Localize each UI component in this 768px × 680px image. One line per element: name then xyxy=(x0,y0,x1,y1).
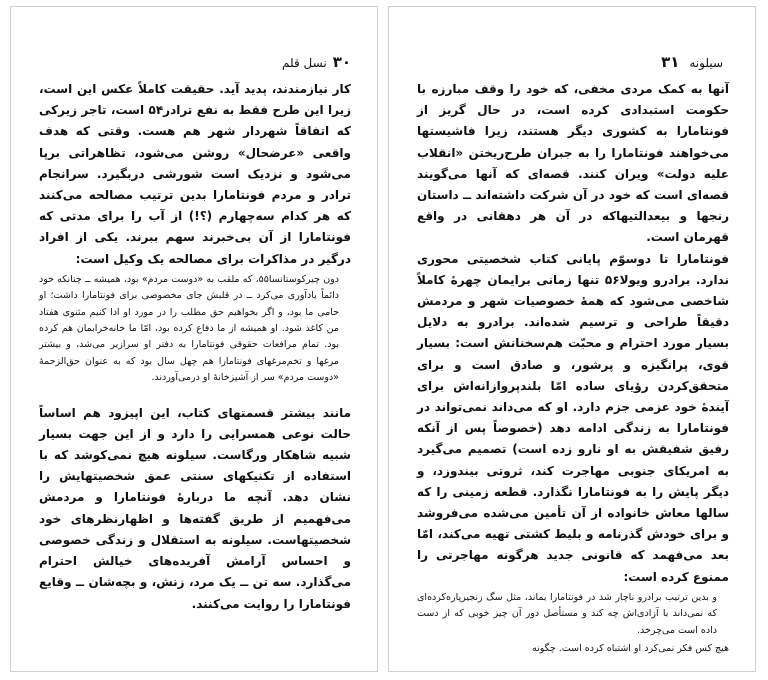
running-title: سیلونه xyxy=(689,56,723,70)
paragraph: آنها به کمک مردی مخفی، که خود را وقف مبارزه با حکومت استبدادی کرده است، در حال گریز از فونتامارا به کشوری دیگر هستند، زیرا فاشیستها می‌خواهند فونتامارا را به جبران طرح‌ریختن «انقلاب علیه دولت» ویران کنند. قصه‌ای که آنها می‌گویند قصه‌ای است که خود در آن شرکت داشته‌اند ــ داستان رنجها و بیعدالتیهاکه در آن هر دهقانی در واقع قهرمان است. xyxy=(417,82,729,245)
page-header xyxy=(37,53,351,73)
page-header xyxy=(415,53,729,73)
page-body xyxy=(39,79,351,615)
page-number: ۳۰ xyxy=(332,53,351,71)
paragraph: فونتامارا تا دوسوّم پایانی کتاب شخصیتی محوری ندارد. برادرو ویولا۵۶ تنها زمانی برایمان چهرهٔ کاملاً شاخصی می‌شود که همهٔ خصوصیات شهر و مردمش دقیقاً طراحی و ترسیم شده‌اند. برادرو به دلایل بسیار مورد احترام و محبّت هم‌سخنانش است: بسیار قوی، پرانگیزه و پرشور، و صادق است و برای متحقق‌کردن رؤیای ساده امّا بلندپروازانه‌اش برای آیندهٔ خود عزمی جزم دارد. او که می‌داند نمی‌تواند در فونتامارا به زندگی ادامه دهد (خصوصاً پس از آنکه رفیق شفیقش به او نارو زده است) تصمیم می‌گیرد به امریکای جنوبی مهاجرت کند، ثروتی بیندوزد، و دیگر پایش را به فونتامارا نگذارد. قطعه زمینی را که سالها معاش خانواده از آن تأمین می‌شده می‌فروشد و برای خودش گذرنامه و بلیط کشتی تهیه می‌کند، امّا بعد می‌فهمد که قانونی جدید هرگونه مهاجرتی را ممنوع کرده است: xyxy=(417,251,729,584)
right-page xyxy=(388,6,756,672)
block-quote: و بدین ترتیب برادرو ناچار شد در فونتامارا بماند، مثل سگ زنجیرپاره‌کرده‌ای که نمی‌داند با آزادی‌اش چه کند و مستأصل دور آن چیز خوبی که از دست داده است می‌چرخد. xyxy=(417,591,717,636)
left-page xyxy=(10,6,378,672)
paragraph: کار نیازمندند، پدید آید. حقیقت کاملاً عکس این است، زیرا این طرح فقط به نفع ترادر۵۴ است، تاجر زیرکی که اتفاقاً شهردار شهر هم هست. وقتی که هدف واقعی «عرضحال» روشن می‌شود، تظاهراتی برپا می‌شود و نزدیک است شورشی دربگیرد. سرانجام ترادر و مردم فونتامارا بدین ترتیب مصالحه می‌کنند که هر کدام سه‌چهارم (؟!) از آب را برای مدتی که فونتامارا از آن بی‌خبرند سهم ببرند. یکی از افراد درگیر در مذاکرات برای مصالحه یک وکیل است: xyxy=(39,82,351,266)
block-quote: دون چیرکوستانسا۵۵، که ملقب به «دوست مردم» بود، همیشه ــ چنانکه خود دائماً یادآوری می‌کرد ــ در قلبش جای مخصوصی برای فونتامارا داشت؛ او حامی ما بود، و اگر بخواهیم حق مطلب را در مورد او ادا کنیم مثنوی هفتاد من کاغذ شود. او همیشه از ما دفاع کرده بود، امّا ما خانه‌خرابمان هم کرده بود. تمام مرافعات حقوقی فونتامارا به دفتر او سرازیر می‌شد، و بیشتر مرغها و تخم‌مرغهای فونتامارا هم چهل سال بود که به عنوان حق‌الزحمهٔ «دوست مردم» سر از آشپزخانهٔ او درمی‌آوردند. xyxy=(39,273,340,384)
paragraph: مانند بیشتر قسمتهای کتاب، این اپیزود هم اساساً حالت نوعی همسرایی را دارد و از این جهت بسیار شبیه شاهکار ورگاست. سیلونه هیچ نمی‌کوشد که با استفاده از تکنیکهای سنتی عمق شخصیتهایش را نشان دهد. آنچه ما دربارهٔ فونتامارا و مردمش می‌فهمیم از طریق گفته‌ها و اظهارنظرهای خود شخصیتهاست. سیلونه به استقلال و زندگی خصوصی و احساس آرامش آفریده‌های خیالش احترام می‌گذارد. سه تن ــ یک مرد، زنش، و بچه‌شان ــ وقایع فونتامارا را روایت می‌کنند. xyxy=(39,405,351,611)
page-number: ۳۱ xyxy=(661,53,680,71)
page-body xyxy=(417,79,729,658)
paragraph-continuation: هیچ کس فکر نمی‌کرد او اشتباه کرده است. چگونه xyxy=(532,643,729,655)
running-title: نسل قلم xyxy=(282,56,327,70)
